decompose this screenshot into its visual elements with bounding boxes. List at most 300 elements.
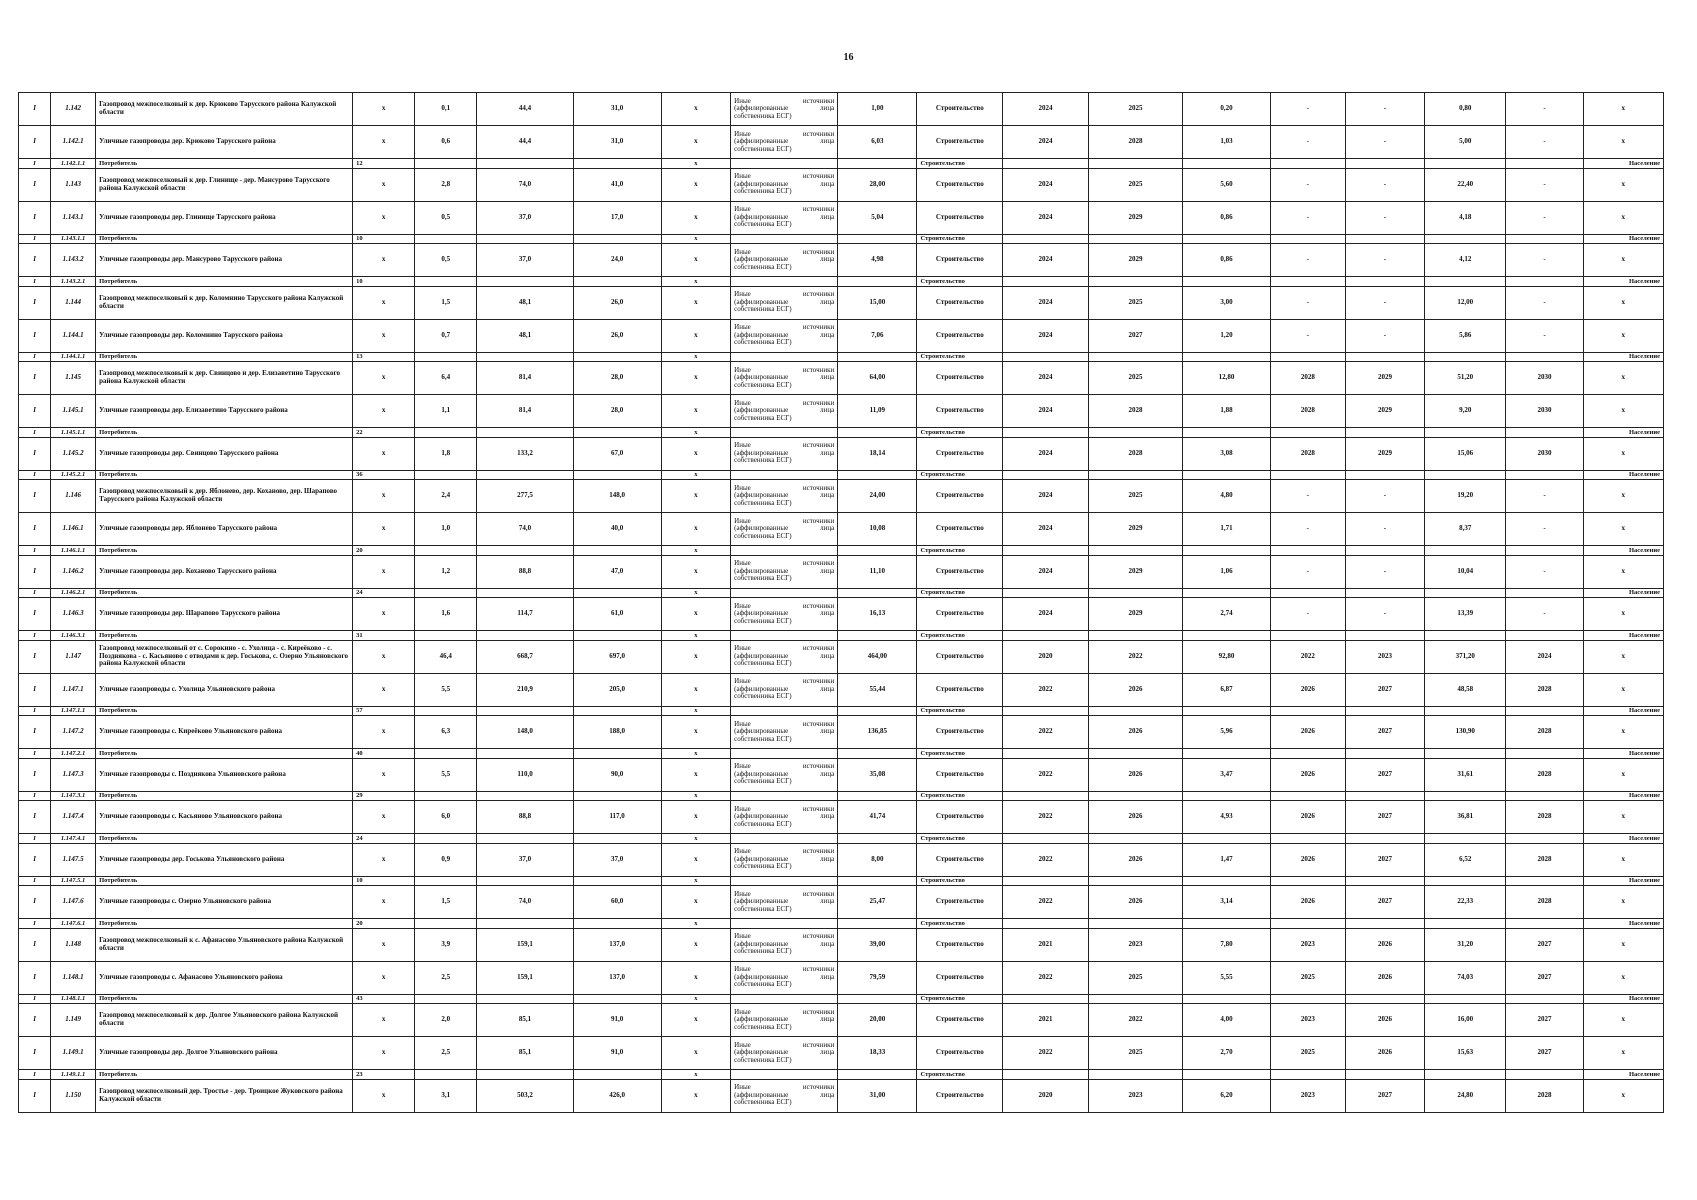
year-start-cell: 2022 [1003, 843, 1089, 876]
empty-cell [1270, 706, 1345, 716]
empty-cell [477, 546, 573, 556]
empty-cell [573, 749, 661, 759]
population-label-cell: Население [1583, 277, 1663, 287]
empty-cell [1425, 749, 1506, 759]
length-cell: 0,5 [415, 201, 477, 234]
length-cell: 0,5 [415, 244, 477, 277]
empty-cell [415, 706, 477, 716]
empty-cell [1183, 706, 1271, 716]
empty-cell [1345, 791, 1424, 801]
object-name-cell: Уличные газопроводы с. Позднякова Ульяновского района [96, 758, 353, 791]
x-mark-cell: x [1583, 640, 1663, 673]
value-1-cell: 1,88 [1183, 395, 1271, 428]
row-group-cell: I [19, 286, 51, 319]
x-mark-cell: x [1583, 126, 1663, 159]
year-3-cell: - [1345, 168, 1424, 201]
year-3-cell: - [1345, 513, 1424, 546]
funding-source-text: Иные источники (аффилированные лица собственника ЕСГ) [734, 847, 835, 871]
x-mark-cell: x [1583, 843, 1663, 876]
year-end-cell: 2026 [1088, 716, 1182, 749]
x-mark-cell: x [353, 437, 415, 470]
year-2-cell: 2026 [1270, 758, 1345, 791]
empty-cell [1270, 159, 1345, 169]
x-mark-cell: x [661, 801, 731, 834]
row-number-cell: 1.146 [51, 480, 96, 513]
empty-cell [1425, 791, 1506, 801]
empty-cell [731, 876, 838, 886]
empty-cell [477, 588, 573, 598]
x-mark-cell: x [661, 277, 731, 287]
year-start-cell: 2020 [1003, 1079, 1089, 1112]
x-mark-cell: x [353, 1004, 415, 1037]
row-group-cell: I [19, 588, 51, 598]
empty-cell [1183, 470, 1271, 480]
funding-source-text: Иные источники (аффилированные лица собственника ЕСГ) [734, 1040, 835, 1064]
empty-cell [731, 546, 838, 556]
cost-cell: 39,00 [838, 928, 917, 961]
cost-cell: 11,10 [838, 555, 917, 588]
value-b-cell: 137,0 [573, 961, 661, 994]
year-3-cell: - [1345, 480, 1424, 513]
population-label-cell: Население [1583, 588, 1663, 598]
year-2-cell: 2026 [1270, 801, 1345, 834]
value-2-cell: 51,20 [1425, 362, 1506, 395]
empty-cell [415, 876, 477, 886]
empty-cell [1003, 1070, 1089, 1080]
empty-cell [731, 706, 838, 716]
value-2-cell: 22,40 [1425, 168, 1506, 201]
cost-cell: 1,00 [838, 93, 917, 126]
empty-cell [1088, 1070, 1182, 1080]
empty-cell [1506, 588, 1583, 598]
length-cell: 1,6 [415, 598, 477, 631]
x-mark-cell: x [353, 555, 415, 588]
year-2-cell: 2022 [1270, 640, 1345, 673]
x-mark-cell: x [661, 876, 731, 886]
empty-cell [415, 834, 477, 844]
year-3-cell: - [1345, 244, 1424, 277]
year-4-cell: 2028 [1506, 843, 1583, 876]
row-group-cell: I [19, 801, 51, 834]
empty-cell [415, 234, 477, 244]
empty-cell [1183, 631, 1271, 641]
empty-cell [477, 749, 573, 759]
x-mark-cell: x [661, 159, 731, 169]
empty-cell [1183, 352, 1271, 362]
row-number-cell: 1.147.3 [51, 758, 96, 791]
work-type-cell: Строительство [917, 437, 1003, 470]
year-2-cell: 2028 [1270, 362, 1345, 395]
consumer-count-cell: 20 [353, 919, 415, 929]
length-cell: 2,8 [415, 168, 477, 201]
value-b-cell: 28,0 [573, 395, 661, 428]
funding-source-text: Иные источники (аффилированные лица собственника ЕСГ) [734, 290, 835, 314]
work-type-cell: Строительство [917, 758, 1003, 791]
row-group-cell: I [19, 319, 51, 352]
work-type-cell: Строительство [917, 395, 1003, 428]
consumer-row [19, 234, 1664, 244]
funding-source-cell [731, 244, 838, 277]
table-row [19, 928, 1664, 961]
empty-cell [1345, 159, 1424, 169]
value-1-cell: 5,55 [1183, 961, 1271, 994]
length-cell: 0,7 [415, 319, 477, 352]
x-mark-cell: x [353, 843, 415, 876]
consumer-label-cell: Потребитель [96, 994, 353, 1004]
funding-source-cell [731, 362, 838, 395]
x-mark-cell: x [661, 706, 731, 716]
empty-cell [1345, 706, 1424, 716]
empty-cell [573, 588, 661, 598]
empty-cell [1270, 876, 1345, 886]
length-cell: 1,8 [415, 437, 477, 470]
cost-cell: 24,00 [838, 480, 917, 513]
cost-cell: 18,33 [838, 1037, 917, 1070]
work-type-cell: Строительство [917, 876, 1003, 886]
x-mark-cell: x [353, 201, 415, 234]
cost-cell: 16,13 [838, 598, 917, 631]
empty-cell [1088, 428, 1182, 438]
x-mark-cell: x [1583, 673, 1663, 706]
row-group-cell: I [19, 1070, 51, 1080]
value-a-cell: 88,8 [477, 801, 573, 834]
empty-cell [415, 791, 477, 801]
consumer-row [19, 791, 1664, 801]
x-mark-cell: x [661, 352, 731, 362]
length-cell: 0,6 [415, 126, 477, 159]
length-cell: 5,5 [415, 673, 477, 706]
value-2-cell: 5,86 [1425, 319, 1506, 352]
row-number-cell: 1.147.4.1 [51, 834, 96, 844]
work-type-cell: Строительство [917, 928, 1003, 961]
row-number-cell: 1.149 [51, 1004, 96, 1037]
funding-source-text: Иные источники (аффилированные лица собственника ЕСГ) [734, 762, 835, 786]
x-mark-cell: x [353, 168, 415, 201]
x-mark-cell: x [661, 555, 731, 588]
empty-cell [477, 1070, 573, 1080]
row-group-cell: I [19, 843, 51, 876]
funding-source-cell [731, 93, 838, 126]
year-end-cell: 2029 [1088, 201, 1182, 234]
consumer-row [19, 706, 1664, 716]
empty-cell [731, 749, 838, 759]
object-name-cell: Уличные газопроводы дер. Мансурово Тарусского района [96, 244, 353, 277]
year-4-cell: - [1506, 168, 1583, 201]
empty-cell [1183, 234, 1271, 244]
row-number-cell: 1.146.2.1 [51, 588, 96, 598]
row-number-cell: 1.145.2 [51, 437, 96, 470]
funding-source-cell [731, 201, 838, 234]
row-group-cell: I [19, 640, 51, 673]
x-mark-cell: x [1583, 319, 1663, 352]
value-1-cell: 6,20 [1183, 1079, 1271, 1112]
funding-source-cell [731, 801, 838, 834]
row-number-cell: 1.146.3 [51, 598, 96, 631]
funding-source-cell [731, 843, 838, 876]
object-name-cell: Газопровод межпоселковый к дер. Свинцово и дер. Елизаветино Тарусского района Калужской области [96, 362, 353, 395]
row-number-cell: 1.147.4 [51, 801, 96, 834]
empty-cell [1088, 749, 1182, 759]
year-end-cell: 2025 [1088, 1037, 1182, 1070]
empty-cell [1345, 749, 1424, 759]
empty-cell [415, 631, 477, 641]
empty-cell [1425, 546, 1506, 556]
funding-source-cell [731, 640, 838, 673]
value-a-cell: 74,0 [477, 168, 573, 201]
empty-cell [838, 470, 917, 480]
value-2-cell: 48,58 [1425, 673, 1506, 706]
empty-cell [415, 546, 477, 556]
empty-cell [1088, 994, 1182, 1004]
year-2-cell: 2026 [1270, 716, 1345, 749]
year-3-cell: 2027 [1345, 801, 1424, 834]
empty-cell [477, 791, 573, 801]
table-row [19, 395, 1664, 428]
empty-cell [838, 546, 917, 556]
value-a-cell: 37,0 [477, 843, 573, 876]
empty-cell [1506, 470, 1583, 480]
empty-cell [731, 631, 838, 641]
empty-cell [1270, 994, 1345, 1004]
table-row [19, 598, 1664, 631]
consumer-row [19, 352, 1664, 362]
funding-source-cell [731, 961, 838, 994]
consumer-count-cell: 22 [353, 428, 415, 438]
value-b-cell: 26,0 [573, 319, 661, 352]
x-mark-cell: x [353, 716, 415, 749]
value-a-cell: 44,4 [477, 126, 573, 159]
empty-cell [1088, 919, 1182, 929]
consumer-label-cell: Потребитель [96, 352, 353, 362]
value-1-cell: 5,60 [1183, 168, 1271, 201]
empty-cell [838, 791, 917, 801]
year-4-cell: 2024 [1506, 640, 1583, 673]
empty-cell [1088, 470, 1182, 480]
work-type-cell: Строительство [917, 640, 1003, 673]
x-mark-cell: x [661, 791, 731, 801]
year-end-cell: 2022 [1088, 640, 1182, 673]
funding-source-cell [731, 716, 838, 749]
work-type-cell: Строительство [917, 168, 1003, 201]
consumer-row [19, 994, 1664, 1004]
empty-cell [1425, 234, 1506, 244]
funding-source-cell [731, 168, 838, 201]
row-group-cell: I [19, 673, 51, 706]
year-4-cell: 2028 [1506, 716, 1583, 749]
value-b-cell: 24,0 [573, 244, 661, 277]
empty-cell [415, 428, 477, 438]
year-3-cell: 2029 [1345, 437, 1424, 470]
x-mark-cell: x [1583, 1004, 1663, 1037]
x-mark-cell: x [661, 1004, 731, 1037]
empty-cell [573, 631, 661, 641]
value-1-cell: 0,86 [1183, 201, 1271, 234]
value-2-cell: 9,20 [1425, 395, 1506, 428]
year-4-cell: 2030 [1506, 362, 1583, 395]
funding-source-cell [731, 758, 838, 791]
year-3-cell: 2026 [1345, 928, 1424, 961]
cost-cell: 11,09 [838, 395, 917, 428]
empty-cell [1506, 234, 1583, 244]
empty-cell [1183, 791, 1271, 801]
empty-cell [415, 588, 477, 598]
funding-source-text: Иные источники (аффилированные лица собственника ЕСГ) [734, 559, 835, 583]
year-end-cell: 2023 [1088, 1079, 1182, 1112]
cost-cell: 136,85 [838, 716, 917, 749]
year-4-cell: - [1506, 513, 1583, 546]
cost-cell: 464,00 [838, 640, 917, 673]
x-mark-cell: x [353, 395, 415, 428]
x-mark-cell: x [661, 1079, 731, 1112]
year-2-cell: - [1270, 93, 1345, 126]
year-end-cell: 2029 [1088, 598, 1182, 631]
year-end-cell: 2026 [1088, 758, 1182, 791]
consumer-label-cell: Потребитель [96, 1070, 353, 1080]
row-group-cell: I [19, 749, 51, 759]
year-start-cell: 2024 [1003, 168, 1089, 201]
consumer-count-cell: 20 [353, 546, 415, 556]
length-cell: 2,5 [415, 961, 477, 994]
x-mark-cell: x [661, 631, 731, 641]
x-mark-cell: x [353, 362, 415, 395]
consumer-count-cell: 10 [353, 277, 415, 287]
value-a-cell: 159,1 [477, 961, 573, 994]
x-mark-cell: x [661, 244, 731, 277]
year-4-cell: 2028 [1506, 801, 1583, 834]
empty-cell [1506, 159, 1583, 169]
x-mark-cell: x [1583, 362, 1663, 395]
value-1-cell: 1,06 [1183, 555, 1271, 588]
empty-cell [731, 588, 838, 598]
value-2-cell: 5,00 [1425, 126, 1506, 159]
year-2-cell: 2025 [1270, 1037, 1345, 1070]
empty-cell [1270, 588, 1345, 598]
table-row [19, 640, 1664, 673]
empty-cell [1425, 352, 1506, 362]
empty-cell [573, 428, 661, 438]
year-4-cell: - [1506, 286, 1583, 319]
x-mark-cell: x [661, 168, 731, 201]
consumer-label-cell: Потребитель [96, 546, 353, 556]
consumer-label-cell: Потребитель [96, 706, 353, 716]
table-row [19, 126, 1664, 159]
population-label-cell: Население [1583, 546, 1663, 556]
value-2-cell: 74,03 [1425, 961, 1506, 994]
empty-cell [1003, 546, 1089, 556]
consumer-count-cell: 57 [353, 706, 415, 716]
work-type-cell: Строительство [917, 801, 1003, 834]
empty-cell [1183, 876, 1271, 886]
work-type-cell: Строительство [917, 93, 1003, 126]
value-b-cell: 117,0 [573, 801, 661, 834]
year-3-cell: 2029 [1345, 395, 1424, 428]
value-a-cell: 148,0 [477, 716, 573, 749]
year-2-cell: - [1270, 480, 1345, 513]
x-mark-cell: x [661, 319, 731, 352]
empty-cell [1088, 706, 1182, 716]
work-type-cell: Строительство [917, 480, 1003, 513]
empty-cell [731, 428, 838, 438]
year-end-cell: 2027 [1088, 319, 1182, 352]
population-label-cell: Население [1583, 428, 1663, 438]
year-start-cell: 2024 [1003, 555, 1089, 588]
row-group-cell: I [19, 362, 51, 395]
empty-cell [838, 631, 917, 641]
empty-cell [1345, 470, 1424, 480]
row-group-cell: I [19, 1079, 51, 1112]
funding-source-cell [731, 1004, 838, 1037]
row-group-cell: I [19, 716, 51, 749]
empty-cell [731, 159, 838, 169]
x-mark-cell: x [1583, 93, 1663, 126]
value-2-cell: 31,20 [1425, 928, 1506, 961]
value-2-cell: 12,00 [1425, 286, 1506, 319]
consumer-row [19, 470, 1664, 480]
row-number-cell: 1.145.1 [51, 395, 96, 428]
year-3-cell: 2027 [1345, 886, 1424, 919]
row-number-cell: 1.143.1.1 [51, 234, 96, 244]
consumer-row [19, 546, 1664, 556]
x-mark-cell: x [661, 994, 731, 1004]
row-group-cell: I [19, 1004, 51, 1037]
empty-cell [1003, 706, 1089, 716]
value-a-cell: 48,1 [477, 319, 573, 352]
object-name-cell: Уличные газопроводы с. Афанасово Ульяновского района [96, 961, 353, 994]
year-start-cell: 2024 [1003, 513, 1089, 546]
row-number-cell: 1.147.5.1 [51, 876, 96, 886]
length-cell: 2,4 [415, 480, 477, 513]
empty-cell [1506, 546, 1583, 556]
funding-source-text: Иные источники (аффилированные лица собственника ЕСГ) [734, 1007, 835, 1031]
table-row [19, 362, 1664, 395]
work-type-cell: Строительство [917, 631, 1003, 641]
table-row [19, 555, 1664, 588]
empty-cell [838, 706, 917, 716]
x-mark-cell: x [353, 801, 415, 834]
empty-cell [1506, 706, 1583, 716]
value-2-cell: 19,20 [1425, 480, 1506, 513]
consumer-count-cell: 23 [353, 1070, 415, 1080]
empty-cell [573, 352, 661, 362]
year-end-cell: 2025 [1088, 961, 1182, 994]
value-2-cell: 4,18 [1425, 201, 1506, 234]
row-group-cell: I [19, 480, 51, 513]
row-group-cell: I [19, 834, 51, 844]
row-group-cell: I [19, 706, 51, 716]
year-start-cell: 2022 [1003, 1037, 1089, 1070]
empty-cell [415, 994, 477, 1004]
year-end-cell: 2025 [1088, 362, 1182, 395]
empty-cell [1345, 428, 1424, 438]
year-2-cell: - [1270, 244, 1345, 277]
row-group-cell: I [19, 277, 51, 287]
table-row [19, 201, 1664, 234]
object-name-cell: Газопровод межпоселковый дер. Тростье - дер. Троицкое Жуковского района Калужской области [96, 1079, 353, 1112]
object-name-cell: Газопровод межпоселковый к дер. Долгое Ульяновского района Калужской области [96, 1004, 353, 1037]
work-type-cell: Строительство [917, 886, 1003, 919]
empty-cell [1270, 277, 1345, 287]
empty-cell [838, 428, 917, 438]
funding-source-cell [731, 928, 838, 961]
funding-source-cell [731, 286, 838, 319]
value-2-cell: 130,90 [1425, 716, 1506, 749]
value-2-cell: 371,20 [1425, 640, 1506, 673]
funding-source-text: Иные источники (аффилированные лица собственника ЕСГ) [734, 398, 835, 422]
row-number-cell: 1.147 [51, 640, 96, 673]
x-mark-cell: x [661, 428, 731, 438]
value-a-cell: 74,0 [477, 513, 573, 546]
empty-cell [477, 631, 573, 641]
